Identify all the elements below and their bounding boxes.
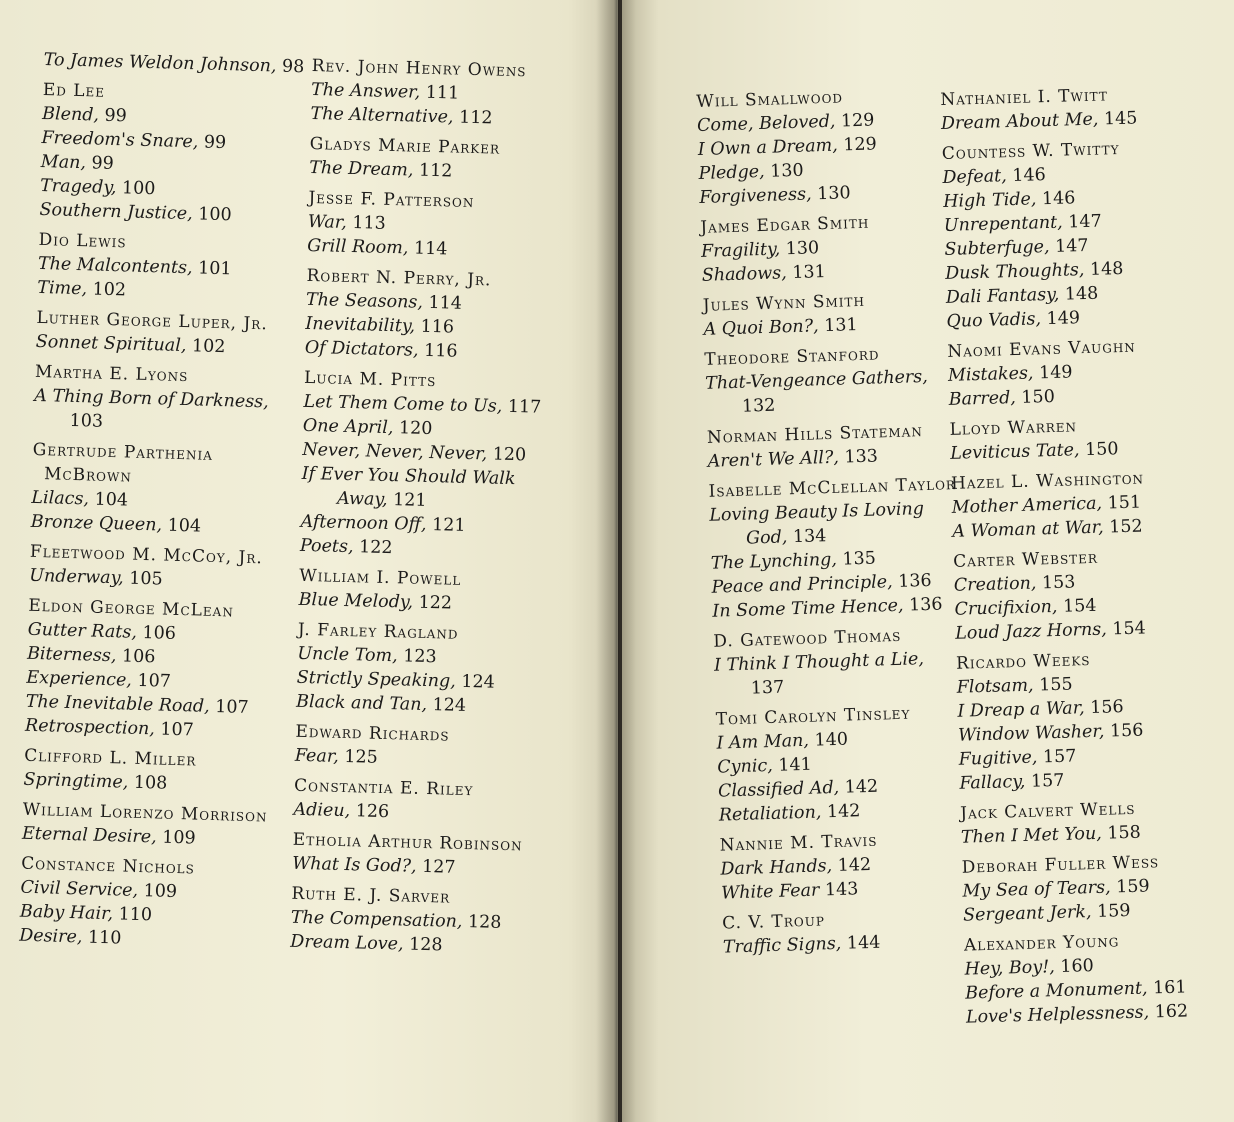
author-name: Dio Lewis	[38, 229, 127, 253]
poem-title: Classified Ad,	[717, 777, 840, 802]
poem-title: Loving Beauty Is Loving God,	[709, 499, 925, 549]
page-number: 136	[897, 570, 932, 592]
poem-title: Dream About Me,	[940, 109, 1099, 134]
page-number: 120	[492, 444, 527, 466]
page-number: 150	[1021, 386, 1056, 408]
poem-title: Sonnet Spiritual,	[35, 331, 187, 357]
poem-title: Fragility,	[700, 239, 781, 262]
poem-title: My Sea of Tears,	[962, 877, 1111, 902]
page-number: 148	[1064, 283, 1099, 305]
page-number: 112	[458, 107, 493, 129]
page-number: 106	[142, 622, 177, 644]
poem-line	[305, 336, 566, 366]
poem-title: Love's Helplessness,	[965, 1002, 1150, 1028]
poem-title: To James Weldon Johnson,	[43, 49, 277, 77]
poem-line	[714, 646, 963, 702]
poem-title: Desire,	[18, 925, 83, 948]
author-name: Luther George Luper, Jr.	[36, 307, 269, 335]
page-number: 128	[408, 934, 443, 956]
poem-title: I Dreap a War,	[957, 698, 1085, 722]
poem-title: Then I Met You,	[960, 823, 1103, 848]
poem-title: Peace and Principle,	[711, 572, 893, 598]
page-number: 154	[1062, 595, 1097, 617]
index-entry	[29, 540, 298, 595]
poem-title: Biterness,	[26, 643, 117, 667]
index-entry	[35, 306, 304, 361]
poem-title: White Fear	[720, 880, 820, 904]
poem-title: The Inevitable Road,	[25, 691, 210, 717]
page-number: 133	[844, 446, 879, 468]
author-name: James Edgar Smith	[700, 212, 870, 238]
poem-title: Cynic,	[716, 755, 774, 778]
page-number: 130	[816, 183, 851, 205]
page-number: 109	[143, 881, 178, 903]
page-number: 114	[413, 238, 448, 260]
page-number: 124	[461, 671, 496, 693]
page-number: 159	[1096, 901, 1131, 922]
page-number: 160	[1060, 956, 1095, 977]
poem-title: Never, Never, Never,	[302, 439, 488, 465]
index-entry	[964, 927, 1207, 1030]
poem-line	[301, 462, 562, 516]
page-number: 149	[1046, 308, 1081, 330]
poem-title: Hey, Boy!,	[964, 957, 1056, 980]
page-number: 152	[1108, 516, 1143, 538]
page-number: 153	[1041, 572, 1076, 594]
index-column-3	[696, 82, 971, 965]
author-name: Etholia Arthur Robinson	[292, 829, 523, 856]
author-name: Ed Lee	[42, 79, 106, 102]
poem-title: A Thing Born of Darkness,	[34, 385, 270, 413]
page-number: 99	[203, 132, 227, 154]
page-number: 123	[402, 646, 437, 668]
poem-title: High Tide,	[942, 189, 1037, 212]
page-number: 99	[91, 153, 115, 174]
page-number: 148	[1089, 258, 1124, 280]
poem-title: Southern Justice,	[39, 199, 193, 225]
poem-title: Springtime,	[23, 769, 129, 793]
index-entry	[719, 826, 969, 906]
index-entry	[25, 594, 297, 745]
page-number: 142	[826, 801, 861, 823]
page-number: 116	[420, 316, 455, 338]
page-number: 102	[191, 336, 226, 358]
poem-title: Creation,	[953, 573, 1037, 596]
page-number: 114	[428, 292, 463, 314]
index-entry	[942, 135, 1187, 334]
poem-title: A Woman at War,	[952, 517, 1104, 542]
poem-title: Adieu,	[293, 799, 351, 822]
author-name: Carter Webster	[952, 547, 1099, 572]
page-number: 145	[1103, 108, 1138, 130]
page-number: 121	[431, 515, 466, 536]
page-number: 141	[778, 754, 813, 776]
index-entry	[956, 645, 1200, 796]
poem-title: Bronze Queen,	[30, 511, 163, 536]
poem-title: Window Washer,	[957, 721, 1105, 746]
author-name: Robert N. Perry, Jr.	[306, 265, 492, 291]
index-entry	[696, 82, 948, 210]
index-entry	[715, 700, 967, 828]
page-number: 131	[823, 315, 858, 337]
book-gutter	[596, 0, 636, 1122]
poem-title: Blend,	[41, 103, 100, 126]
poem-title: Unrepentant,	[943, 212, 1063, 236]
page-number: 112	[418, 160, 453, 182]
author-name: Constance Nichols	[20, 853, 196, 879]
page-number: 159	[1116, 876, 1150, 898]
author-name: Gertrude Parthenia McBrown	[32, 439, 214, 487]
poem-line	[309, 156, 570, 186]
index-entry	[953, 543, 1196, 646]
poem-title: Dali Fantasy,	[945, 284, 1060, 308]
page-number: 147	[1054, 235, 1089, 257]
poem-title: Dusk Thoughts,	[944, 260, 1085, 284]
author-name: Edward Richards	[295, 721, 450, 746]
index-column-4	[940, 81, 1206, 1035]
author-name: J. Farley Ragland	[297, 619, 459, 644]
poem-title: Come, Beloved,	[696, 111, 836, 136]
index-entry	[961, 849, 1203, 928]
poem-title: Traffic Signs,	[722, 933, 842, 958]
poem-line	[290, 930, 551, 960]
poem-title: Forgiveness,	[699, 184, 812, 208]
poem-title: Leviticus Tate,	[949, 440, 1080, 464]
poem-title: Time,	[37, 277, 88, 300]
author-name: Alexander Young	[963, 931, 1120, 956]
page-number: 122	[358, 537, 393, 559]
poem-title: Shadows,	[701, 263, 788, 286]
page-number: 146	[1012, 165, 1046, 187]
index-entry	[23, 744, 292, 799]
page-number: 150	[1084, 439, 1119, 461]
poem-title: The Compensation,	[290, 907, 463, 932]
page-number: 121	[392, 490, 427, 511]
poem-title: I Am Man,	[716, 730, 810, 754]
author-name: Naomi Evans Vaughn	[947, 336, 1137, 362]
author-name: Countess W. Twitty	[941, 139, 1120, 164]
poem-title: A Quoi Bon?,	[703, 316, 819, 340]
poem-title: The Answer,	[310, 79, 421, 103]
page-number: 110	[118, 904, 153, 926]
poem-title: The Malcontents,	[37, 253, 193, 279]
page-number: 130	[769, 160, 804, 182]
poem-title: Dream Love,	[290, 931, 404, 955]
index-entry	[949, 411, 1190, 466]
page-number: 157	[1042, 746, 1077, 768]
page-number: 122	[418, 592, 453, 614]
author-name: Ruth E. J. Sarver	[291, 883, 451, 908]
page-number: 130	[785, 238, 820, 260]
page-number: 124	[432, 695, 467, 716]
author-name: Jack Calvert Wells	[959, 798, 1136, 824]
author-name: Gladys Marie Parker	[309, 133, 501, 159]
poem-line	[709, 496, 958, 552]
index-entry	[37, 228, 307, 307]
index-entry	[702, 286, 951, 342]
poem-title: Quo Vadis,	[946, 309, 1042, 332]
poem-title: Civil Service,	[20, 877, 139, 901]
page-number: 120	[398, 418, 433, 440]
page-number: 156	[1109, 720, 1144, 742]
page-number: 132	[741, 395, 776, 417]
poem-title: Tragedy,	[39, 175, 117, 199]
page-number: 101	[197, 258, 232, 280]
poem-title: Man,	[40, 151, 87, 174]
poem-title: Poets,	[299, 535, 354, 558]
index-entry	[305, 264, 567, 366]
poem-title: Fear,	[294, 745, 340, 767]
index-column-1	[19, 48, 312, 961]
index-entry	[33, 360, 303, 439]
poem-title: Inevitability,	[305, 313, 416, 337]
poem-line	[33, 384, 302, 439]
poem-title: Subterfuge,	[944, 237, 1050, 260]
index-entry	[704, 340, 954, 420]
page-number: 137	[750, 677, 785, 699]
page-number: 157	[1030, 770, 1065, 792]
page-number: 113	[352, 213, 387, 234]
index-entry	[310, 54, 572, 132]
page-number: 116	[423, 340, 458, 362]
author-name: D. Gatewood Thomas	[713, 625, 902, 652]
poem-title: If Ever You Should Walk Away,	[301, 463, 516, 510]
poem-title: Sergeant Jerk,	[962, 902, 1092, 926]
page-number: 107	[214, 697, 249, 718]
poem-title: Blue Melody,	[298, 589, 414, 613]
author-name: Ricardo Weeks	[955, 650, 1091, 674]
poem-line	[310, 102, 571, 132]
author-name: William Lorenzo Morrison	[22, 799, 268, 827]
index-column-2	[290, 54, 572, 966]
poem-title: Crucifixion,	[954, 596, 1058, 620]
poem-title: Let Them Come to Us,	[303, 391, 503, 417]
poem-title: Lilacs,	[31, 487, 90, 510]
index-entry	[940, 81, 1181, 136]
poem-title: Retaliation,	[718, 802, 822, 826]
index-entry	[951, 465, 1193, 544]
index-entry	[296, 618, 558, 720]
page-number: 162	[1154, 1001, 1189, 1023]
poem-title: Aren't We All?,	[707, 447, 840, 472]
index-entry	[293, 774, 554, 828]
page-number: 104	[94, 489, 129, 511]
page-number: 135	[842, 548, 877, 570]
page-number: 100	[197, 204, 232, 226]
page-number: 144	[846, 932, 881, 954]
page-number: 143	[824, 879, 859, 901]
poem-title: Experience,	[26, 667, 133, 691]
page-number: 142	[844, 776, 879, 798]
page-number: 125	[344, 747, 379, 768]
poem-title: Black and Tan,	[295, 691, 428, 716]
page-number: 156	[1089, 697, 1124, 719]
page-number: 128	[467, 912, 502, 933]
page-number: 131	[792, 262, 827, 284]
author-name: Deborah Fuller Wess	[961, 852, 1160, 878]
index-entry	[298, 564, 559, 618]
author-name: Jules Wynn Smith	[702, 290, 866, 316]
poem-title: I Own a Dream,	[697, 135, 839, 160]
page-number: 142	[837, 854, 872, 876]
author-name: C. V. Troup	[721, 910, 826, 934]
poem-line	[293, 798, 554, 828]
author-name: Constantia E. Riley	[293, 775, 474, 801]
poem-title: Before a Monument,	[965, 978, 1148, 1004]
page-number: 151	[1107, 492, 1142, 514]
page-number: 107	[160, 719, 195, 741]
index-entry	[707, 418, 956, 474]
author-name: Martha E. Lyons	[34, 361, 189, 387]
poem-title: Grill Room,	[307, 235, 409, 259]
author-name: Nathaniel I. Twitt	[940, 85, 1109, 110]
poem-title: War,	[307, 211, 348, 233]
page-number: 155	[1038, 674, 1073, 696]
poem-title: Fugitive,	[958, 747, 1038, 770]
author-name: Norman Hills Stateman	[706, 421, 924, 448]
index-entry	[292, 828, 553, 882]
index-entry	[309, 132, 570, 186]
poem-line	[307, 234, 568, 264]
poem-line	[295, 744, 556, 774]
author-name: Rev. John Henry Owens	[311, 55, 527, 82]
author-name: Theodore Stanford	[704, 344, 880, 370]
index-entry	[713, 622, 963, 702]
page-number: 111	[425, 82, 460, 104]
page-number: 100	[121, 178, 156, 200]
poem-title: Of Dictators,	[304, 337, 419, 361]
author-name: Tomi Carolyn Tinsley	[715, 703, 911, 730]
index-entry	[19, 852, 290, 955]
author-name: Will Smallwood	[696, 87, 844, 112]
index-entry	[30, 438, 301, 541]
poem-title: I Think I Thought a Lie,	[713, 649, 925, 676]
index-entry	[722, 904, 971, 960]
author-name: Nannie M. Travis	[719, 830, 878, 856]
poem-title: Loud Jazz Horns,	[954, 619, 1108, 644]
page-number: 154	[1112, 618, 1147, 640]
page-number: 126	[355, 801, 390, 823]
page-number: 99	[104, 105, 128, 127]
index-entry	[960, 795, 1201, 850]
page-number: 102	[92, 279, 127, 301]
page-number: 98	[281, 56, 305, 78]
poem-title: Retrospection,	[24, 715, 156, 740]
page-number: 104	[167, 515, 202, 537]
poem-title: That-Vengeance Gathers,	[704, 366, 929, 394]
poem-title: Uncle Tom,	[297, 643, 398, 667]
poem-title: Gutter Rats,	[27, 619, 138, 643]
author-name: Eldon George McLean	[28, 595, 235, 622]
page-number: 109	[161, 827, 196, 849]
page-number: 105	[129, 568, 163, 590]
page-number: 161	[1152, 977, 1187, 999]
page-number: 146	[1041, 188, 1076, 210]
author-name: William I. Powell	[299, 565, 462, 590]
page-number: 106	[121, 646, 156, 668]
page-number: 107	[137, 670, 172, 692]
page-number: 147	[1068, 211, 1102, 233]
page-number: 127	[421, 856, 456, 878]
index-entry	[295, 720, 556, 774]
author-name: Fleetwood M. McCoy, Jr.	[29, 541, 264, 569]
index-entry	[290, 882, 552, 960]
poem-title: Mistakes,	[947, 363, 1034, 386]
poem-title: Mother America,	[951, 493, 1103, 518]
poem-title: Dark Hands,	[720, 856, 833, 880]
poem-line	[300, 534, 561, 564]
poem-title: Pledge,	[698, 161, 765, 184]
page-number: 110	[87, 927, 122, 949]
index-entry	[300, 366, 565, 564]
author-name: Jesse F. Patterson	[308, 187, 475, 213]
author-name: Clifford L. Miller	[23, 745, 197, 771]
poem-title: Barred,	[948, 388, 1017, 410]
author-name: Hazel L. Washington	[950, 468, 1145, 494]
poem-title: In Some Time Hence,	[712, 595, 904, 622]
index-entry	[700, 208, 950, 288]
poem-line	[705, 364, 954, 420]
author-name: Isabelle McClellan Taylor	[708, 474, 957, 502]
page-number: 129	[843, 134, 878, 156]
page-number: 140	[814, 729, 849, 751]
poem-title: Underway,	[28, 565, 124, 589]
index-entry	[708, 472, 960, 624]
poem-title: Freedom's Snare,	[41, 127, 199, 153]
page-number: 136	[908, 594, 943, 616]
poem-title: Defeat,	[942, 166, 1008, 188]
author-name: Lucia M. Pitts	[303, 367, 437, 392]
poem-title: The Alternative,	[310, 103, 454, 128]
page-number: 117	[507, 396, 542, 418]
poem-title: What Is God?,	[291, 853, 417, 877]
poem-title: The Dream,	[308, 157, 414, 181]
poem-title: One April,	[302, 415, 394, 439]
page-number: 158	[1107, 822, 1142, 844]
page-number: 149	[1038, 362, 1073, 384]
author-name: Lloyd Warren	[949, 416, 1078, 440]
page-number: 103	[69, 410, 104, 432]
poem-line	[296, 690, 557, 720]
poem-title: Eternal Desire,	[21, 823, 157, 848]
poem-line	[298, 588, 559, 618]
page-number: 129	[840, 110, 875, 132]
index-entry	[947, 333, 1189, 412]
poem-title: Baby Hair,	[19, 901, 114, 925]
index-entry	[22, 798, 291, 853]
poem-title: Strictly Speaking,	[296, 667, 457, 692]
page-number: 134	[792, 526, 827, 548]
poem-title: Flotsam,	[956, 675, 1034, 698]
index-entry	[307, 186, 569, 264]
index-entry	[39, 78, 311, 229]
poem-title: Afternoon Off,	[300, 511, 427, 535]
page-number: 108	[133, 772, 168, 794]
poem-title: Fallacy,	[959, 771, 1026, 794]
poem-title: The Lynching,	[710, 549, 838, 574]
poem-title: The Seasons,	[305, 289, 424, 313]
